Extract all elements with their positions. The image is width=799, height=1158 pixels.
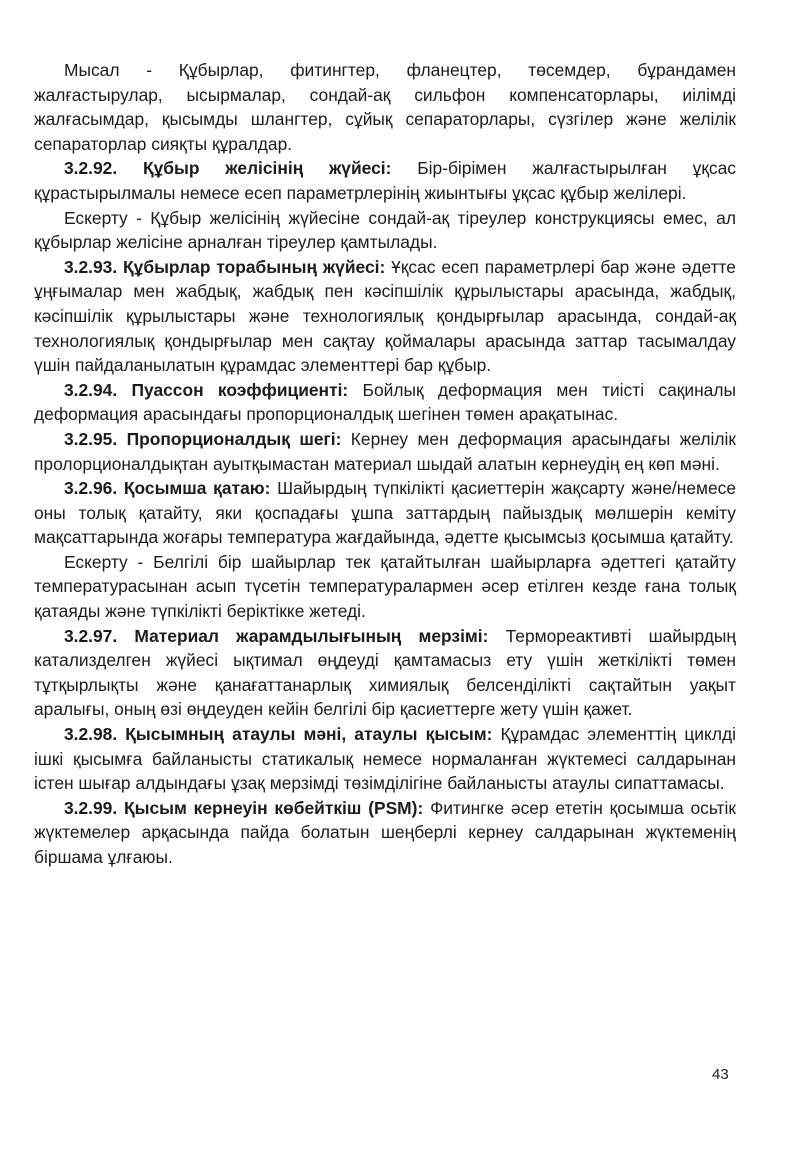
definition-term: 3.2.93. Құбырлар торабының жүйесі: [64,256,386,277]
definition-3-2-92 [34,156,736,205]
page-number: 43 [712,1066,729,1083]
definition-term: 3.2.99. Қысым кернеуін көбейткіш (PSM): [64,797,424,818]
definition-term: 3.2.95. Пропорционалдық шегі: [64,428,342,449]
definition-3-2-95 [34,427,736,476]
definition-text: Фитингке әсер ететін қосымша осьтік жүктемелер арқасында пайда болатын шеңберлі кернеу салдарынан жүктеменің біршама ұлғаюы. [34,797,736,867]
note-paragraph [34,206,736,255]
definition-text: Бір-бірімен жалғастырылған ұқсас құрастырылмалы немесе есеп параметрлерінің жиынтығы ұқсас құбыр желілері. [34,158,736,203]
definition-term: 3.2.94. Пуассон коэффициенті: [64,379,349,400]
example-paragraph [34,58,736,156]
definition-text: Кернеу мен деформация арасындағы желілік пролорционалдықтан ауытқымастан материал шыдай алатын кернеудің ең көп мәні. [34,428,736,474]
definition-term: 3.2.92. Құбыр желісінің жүйесі: [64,158,392,179]
definition-text: Шайырдың түпкілікті қасиеттерін жақсарту және/немесе оны толық қатайту, яки қоспадағы ұшпа заттардың пайыздық мөлшерін кеміту мақсаттарында жоғары температура жағдайында, әдетте қысымсыз қосымша қатайту. [34,478,737,548]
paragraph-text: Ескерту - Белгілі бір шайырлар тек қатайтылған шайырларға әдеттегі қатайту температурасынан асып түсетін температуралармен әсер етілген кезде ғана толық қатаяды және түпкілікті беріктікке жетеді. [34,551,736,622]
definition-term: 3.2.98. Қысымның атаулы мәні, атаулы қысым: [64,724,493,745]
definition-term: 3.2.97. Материал жарамдылығының мерзімі: [64,625,489,646]
paragraph-text: Ескерту - Құбыр желісінің жүйесіне сондай-ақ тіреулер конструкциясы емес, ал құбырлар желісіне арналған тіреулер қамтылады. [34,207,736,253]
definition-3-2-98 [34,722,736,796]
definition-3-2-96 [34,476,736,550]
definition-3-2-93 [34,255,736,378]
definition-text: Ұқсас есеп параметрлері бар және әдетте ұңғымалар мен жабдық, жабдық пен кәсіпшілік құрылыстары арасында, жабдық, кәсіпшілік құрылыстары және технологиялық қондырғылар арасында, сондай-ақ технологиялық қондырғылар мен сақтау қоймалары арасында заттар тасымалдау үшін пайдаланылатын құрамдас элементтері бар құбыр. [34,256,736,376]
definition-text: Құрамдас элементтің циклді ішкі қысымға байланысты статикалық немесе нормаланған жүктемесі салдарынан істен шығар алдындағы ұзақ мерзімді төзімділігіне байланысты атаулы сипаттамасы. [34,724,736,794]
note-paragraph [34,550,736,624]
definition-text: Термореактивті шайырдың катализделген жүйесі ықтимал өңдеуді қамтамасыз ету үшін жеткілікті төмен тұтқырлықты және қанағаттанарлық химиялық белсенділікті сақтайтын уақыт аралығы, оның өзі өңдеуден кейін белгілі бір қасиеттерге жету үшін қажет. [34,625,736,720]
definition-text: Бойлық деформация мен тиісті сақиналы деформация арасындағы пропорционалдық шегінен төмен арақатынас. [34,379,736,425]
paragraph-text: Мысал - Құбырлар, фитингтер, фланецтер, төсемдер, бұрандамен жалғастырулар, ысырмалар, сондай-ақ сильфон компенсаторлары, иілімді жалғасымдар, қысымды шлангтер, сұйық сепараторлары, сүзгілер және желілік сепараторлар сияқты құралдар. [34,60,736,154]
definition-3-2-97 [34,624,736,722]
definition-3-2-99 [34,796,736,870]
page-body [34,58,736,870]
definition-term: 3.2.96. Қосымша қатаю: [64,478,271,499]
definition-3-2-94 [34,378,736,427]
